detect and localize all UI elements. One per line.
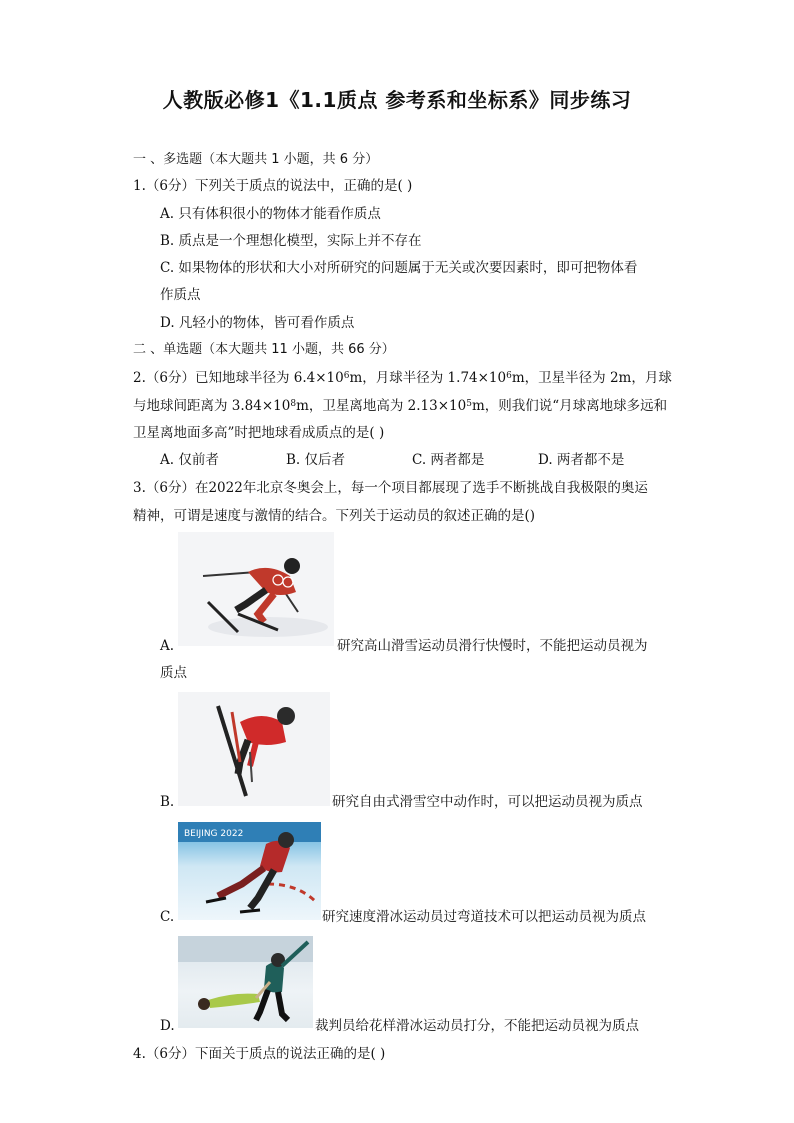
question-1-option-d: D. 凡轻小的物体，皆可看作质点 xyxy=(160,315,355,331)
section-heading-multi: 一 、多选题（本大题共 1 小题，共 6 分） xyxy=(133,152,379,167)
question-3-option-c-label: C. xyxy=(160,909,175,925)
question-3-option-b-text: 研究自由式滑雪空中动作时，可以把运动员视为质点 xyxy=(332,794,643,810)
question-4-stem: 4.（6分）下面关于质点的说法正确的是( ) xyxy=(133,1046,386,1062)
question-2-line1: 2.（6分）已知地球半径为 $6.4\times 10^6m$，月球半径为 $1.74\times 10^6m$，卫星半径为 2m，月球 xyxy=(133,370,672,386)
question-3-line1: 3.（6分）在2022年北京冬奥会上，每一个项目都展现了选手不断挑战自我极限的奥运 xyxy=(133,480,648,496)
question-3-option-c-text: 研究速度滑冰运动员过弯道技术可以把运动员视为质点 xyxy=(322,909,646,925)
question-2-option-b: B. 仅后者 xyxy=(286,452,346,468)
question-3-line2: 精神，可谓是速度与激情的结合。下列关于运动员的叙述正确的是() xyxy=(133,508,536,524)
question-2-option-d: D. 两者都不是 xyxy=(538,452,625,468)
question-3-option-a-label: A. xyxy=(160,638,175,654)
question-3-option-d-label: D. xyxy=(160,1018,175,1034)
question-3-option-d-text: 裁判员给花样滑冰运动员打分，不能把运动员视为质点 xyxy=(315,1018,639,1034)
question-1-option-c-line1: C. 如果物体的形状和大小对所研究的问题属于无关或次要因素时，即可把物体看 xyxy=(160,260,638,276)
question-1-option-b: B. 质点是一个理想化模型，实际上并不存在 xyxy=(160,233,422,249)
figure-skaters-photo xyxy=(178,936,313,1028)
question-3-option-b-label: B. xyxy=(160,794,175,810)
question-2-line2: 与地球间距离为 $3.84\times 10^8m$，卫星离地高为 $2.13\times 10^5m$，则我们说“月球离地球多远和 xyxy=(133,398,668,414)
question-1-stem: 1.（6分）下列关于质点的说法中，正确的是( ) xyxy=(133,178,413,194)
page-title: 人教版必修1《1.1质点 参考系和坐标系》同步练习 xyxy=(162,88,632,112)
question-2-option-a: A. 仅前者 xyxy=(160,452,219,468)
question-1-option-c-line2: 作质点 xyxy=(160,287,201,303)
question-3-option-a-text2: 质点 xyxy=(160,665,187,681)
rink-banner-text: BEIJING 2022 xyxy=(184,829,244,839)
question-3-option-a-text: 研究高山滑雪运动员滑行快慢时，不能把运动员视为 xyxy=(337,638,648,654)
alpine-skier-photo xyxy=(178,532,334,646)
question-1-option-a: A. 只有体积很小的物体才能看作质点 xyxy=(160,206,381,222)
question-2-line3: 卫星离地面多高”时把地球看成质点的是( ) xyxy=(133,425,385,441)
question-2-option-c: C. 两者都是 xyxy=(412,452,485,468)
speed-skater-photo xyxy=(178,822,321,920)
section-heading-single: 二 、单选题（本大题共 11 小题，共 66 分） xyxy=(133,342,395,357)
freestyle-skier-photo xyxy=(178,692,330,806)
